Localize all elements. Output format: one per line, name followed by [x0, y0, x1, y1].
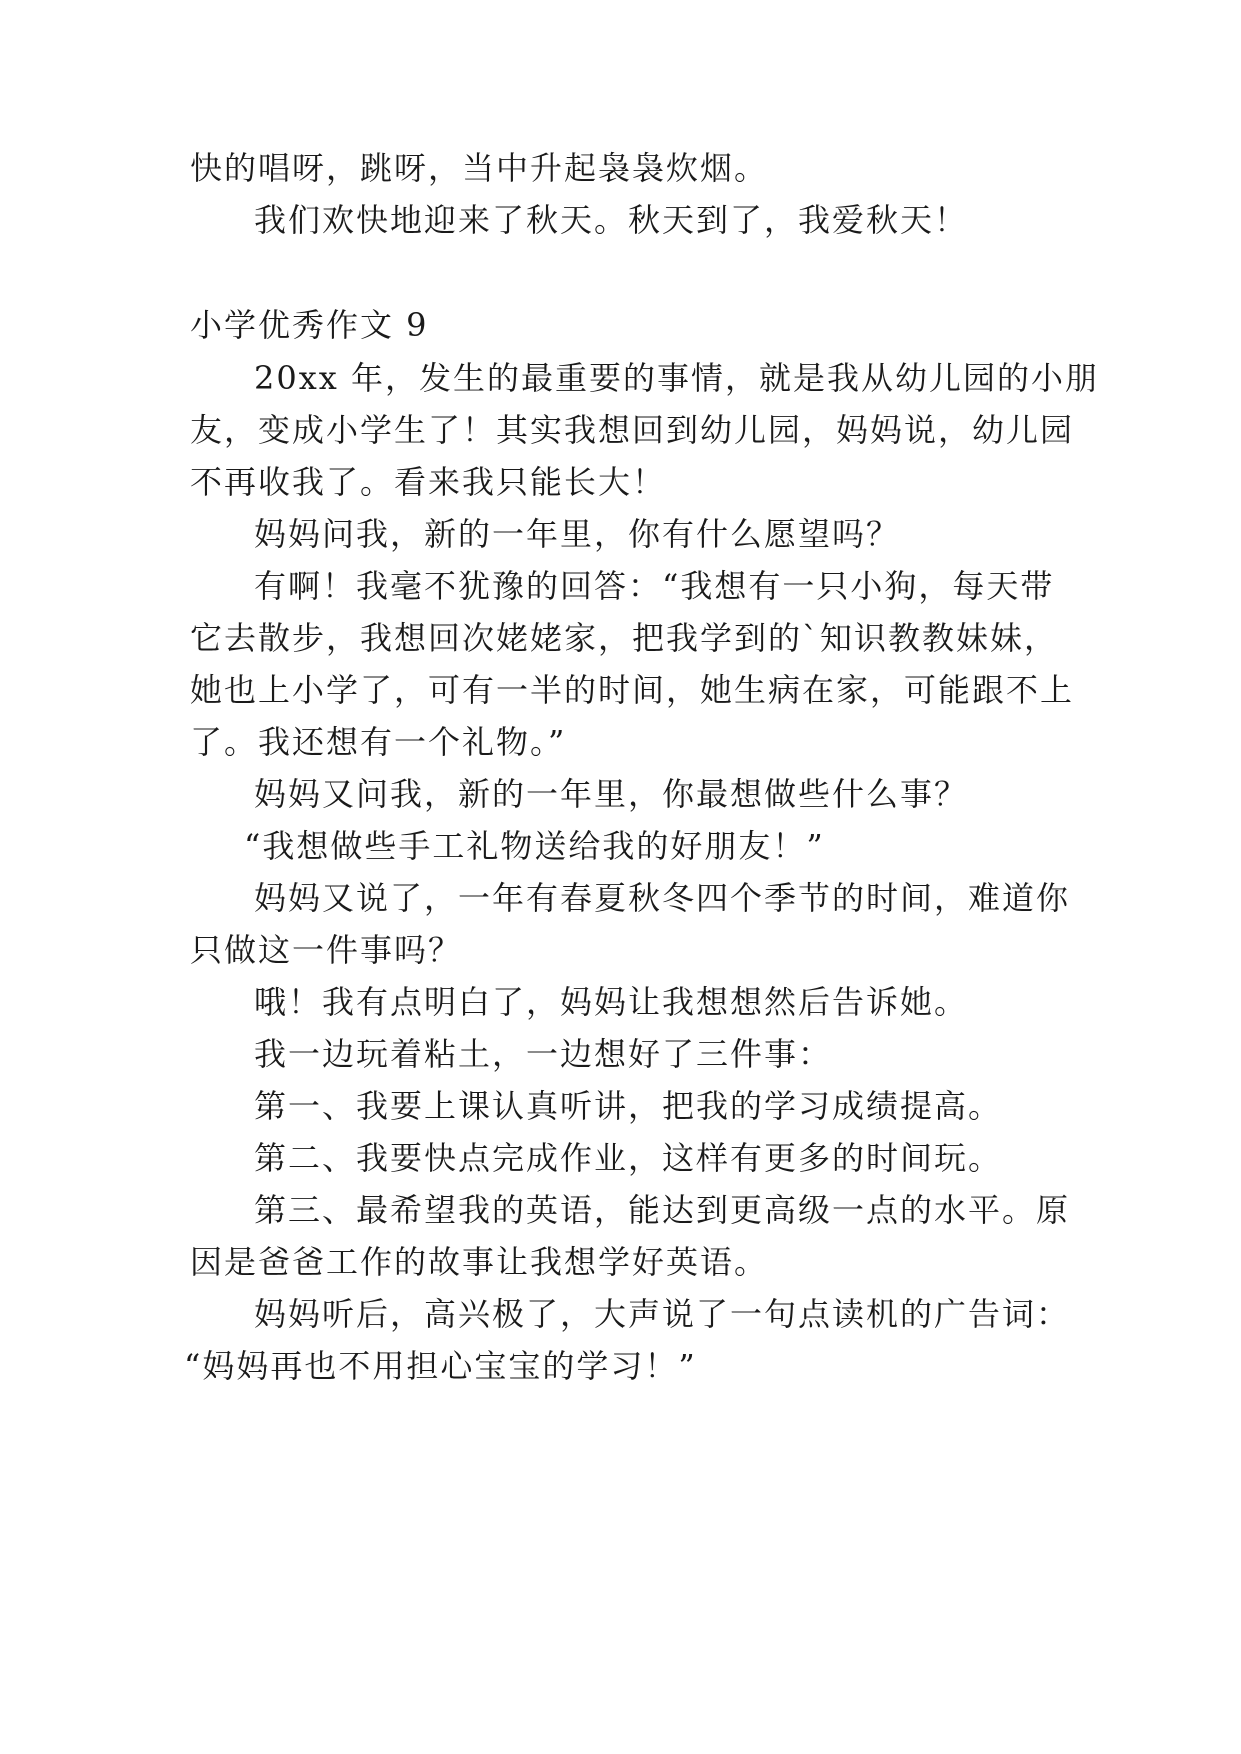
paragraph-line: 妈妈听后，高兴极了，大声说了一句点读机的广告词：: [254, 1295, 1071, 1333]
paragraph-line: 只做这一件事吗？: [190, 931, 463, 969]
paragraph-line: 不再收我了。看来我只能长大！: [190, 463, 667, 501]
paragraph-line: 第一、我要上课认真听讲，把我的学习成绩提高。: [254, 1087, 1003, 1125]
paragraph-line: 快的唱呀，跳呀，当中升起袅袅炊烟。: [190, 149, 769, 187]
paragraph-line: 她也上小学了，可有一半的时间，她生病在家，可能跟不上: [190, 671, 1075, 709]
paragraph-line: “我想做些手工礼物送给我的好朋友！”: [244, 827, 825, 865]
paragraph-line: 第二、我要快点完成作业，这样有更多的时间玩。: [254, 1139, 1003, 1177]
paragraph-line: 有啊！我毫不犹豫的回答：“我想有一只小狗，每天带: [254, 567, 1055, 605]
paragraph-line: 我一边玩着粘土，一边想好了三件事：: [254, 1035, 833, 1073]
paragraph-line: 友，变成小学生了！其实我想回到幼儿园，妈妈说，幼儿园: [190, 411, 1075, 449]
paragraph-line: 20xx 年，发生的最重要的事情，就是我从幼儿园的小朋: [254, 359, 1099, 397]
paragraph-line: 哦！我有点明白了，妈妈让我想想然后告诉她。: [254, 983, 969, 1021]
paragraph-line: “妈妈再也不用担心宝宝的学习！”: [184, 1347, 697, 1385]
paragraph-line: 妈妈又说了，一年有春夏秋冬四个季节的时间，难道你: [254, 879, 1071, 917]
paragraph-line: 妈妈问我，新的一年里，你有什么愿望吗？: [254, 515, 901, 553]
paragraph-line: 它去散步，我想回次姥姥家，把我学到的`知识教教妹妹，: [190, 619, 1059, 657]
paragraph-line: 因是爸爸工作的故事让我想学好英语。: [190, 1243, 769, 1281]
section-heading: 小学优秀作文 9: [190, 306, 429, 344]
paragraph-line: 妈妈又问我，新的一年里，你最想做些什么事？: [254, 775, 969, 813]
paragraph-line: 第三、最希望我的英语，能达到更高级一点的水平。原: [254, 1191, 1071, 1229]
paragraph-line: 了。我还想有一个礼物。”: [190, 723, 567, 761]
paragraph-line: 我们欢快地迎来了秋天。秋天到了，我爱秋天！: [254, 201, 969, 239]
